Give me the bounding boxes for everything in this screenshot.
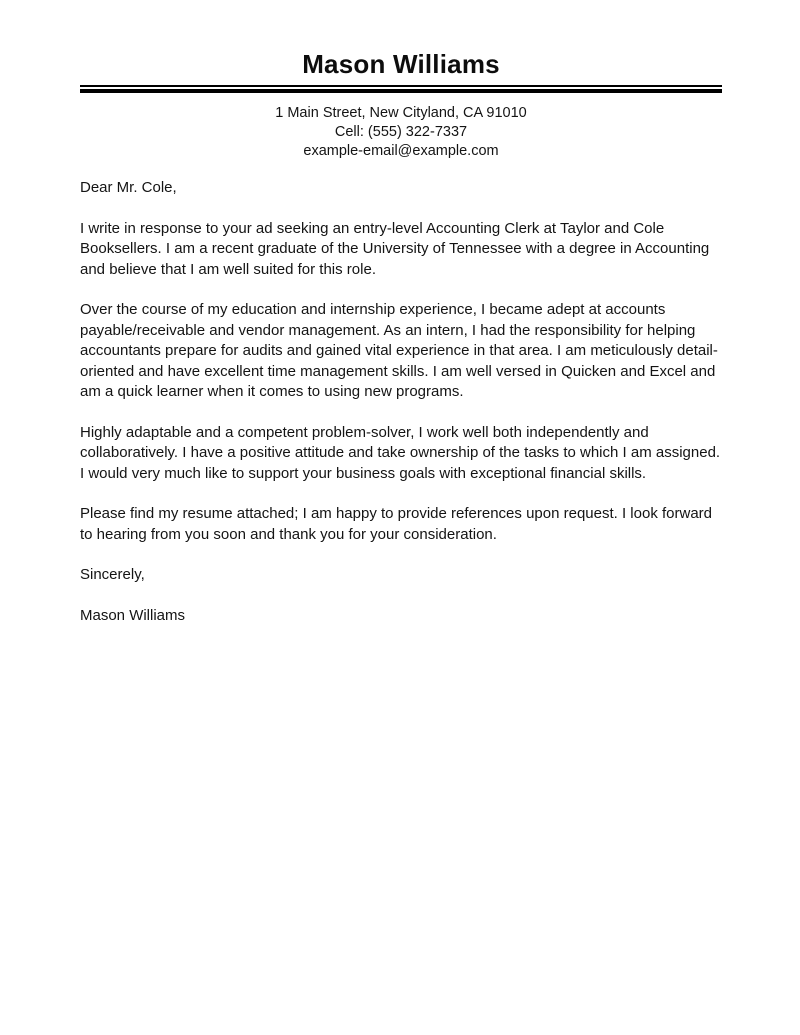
body-paragraph-2: Over the course of my education and internship experience, I became adept at accounts payable/receivable and vendor management. As an intern, I had the responsibility for helping accountants prepare for audits and gained vital experience in that area. I am meticulously detail-oriented and have excellent time management skills. I am well versed in Quicken and Excel and am a quick learner when it comes to using new programs. <box>80 301 718 400</box>
contact-phone: Cell: (555) 322-7337 <box>334 124 468 140</box>
signature-name: Mason Williams <box>80 606 186 624</box>
header-double-rule <box>80 85 722 93</box>
letter-body <box>80 178 722 626</box>
salutation: Dear Mr. Cole, <box>80 179 177 196</box>
body-paragraph-3: Highly adaptable and a competent problem-solver, I work well both independently and collaboratively. I have a positive attitude and take ownership of the tasks to which I am assigned. I would very much like to support your business goals with exceptional financial skills. <box>80 423 721 482</box>
contact-address: 1 Main Street, New Cityland, CA 91010 <box>275 105 527 121</box>
contact-block <box>80 104 722 161</box>
letter-header <box>80 48 722 161</box>
contact-email: example-email@example.com <box>303 143 499 159</box>
closing: Sincerely, <box>80 566 145 583</box>
applicant-name: Mason Williams <box>302 49 500 79</box>
body-paragraph-1: I write in response to your ad seeking an entry-level Accounting Clerk at Taylor and Cole Booksellers. I am a recent graduate of the University of Tennessee with a degree in Accounting and believe that I am well suited for this role. <box>80 219 710 278</box>
body-paragraph-4: Please find my resume attached; I am happy to provide references upon request. I look forward to hearing from you soon and thank you for your consideration. <box>80 505 713 543</box>
